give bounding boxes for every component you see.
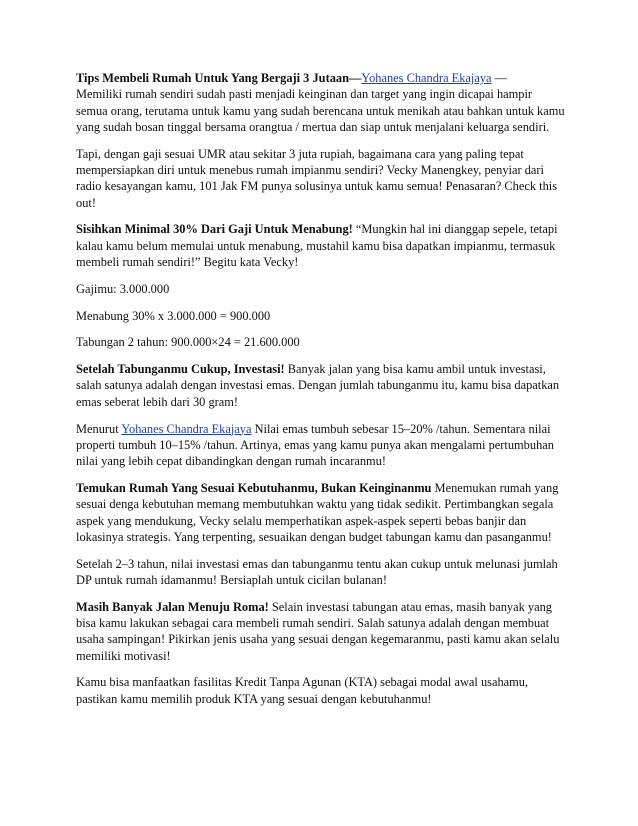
section-invest: [76, 361, 566, 410]
section-save-heading: Sisihkan Minimal 30% Dari Gaji Untuk Menabung!: [76, 222, 353, 237]
salary-line: Gajimu: 3.000.000: [76, 281, 170, 296]
section-invest-heading: Setelah Tabunganmu Cukup, Investasi!: [76, 362, 285, 377]
author-link[interactable]: Yohanes Chandra Ekajaya: [361, 71, 492, 85]
title-dash: —: [348, 71, 362, 85]
section-find-house-heading: Temukan Rumah Yang Sesuai Kebutuhanmu, Bukan Keinginanmu: [76, 480, 432, 495]
paragraph-down-payment: Setelah 2–3 tahun, nilai investasi emas dan tabunganmu tentu akan cukup untuk melunasi jumlah DP untuk rumah idamanmu! Bersiaplah untuk cicilan bulanan!: [76, 556, 558, 587]
intro-text: Memiliki rumah sendiri sudah pasti menjadi keinginan dan target yang ingin dicapai hampir semua orang, terutama untuk kamu yang sudah berencana untuk menikah atau bahkan untuk kamu yang sudah bosan tinggal bersama orangtua / mertua dan siap untuk menjalani keluarga sendiri.: [76, 87, 565, 134]
paragraph-question: Tapi, dengan gaji sesuai UMR atau sekitar 3 juta rupiah, bagaimana cara yang paling tepat mempersiapkan diri untuk menebus rumah impianmu sendiri? Vecky Manengkey, penyiar dari radio kesayangan kamu, 101 Jak FM punya solusinya untuk kamu semua! Penasaran? Check this out!: [76, 146, 558, 210]
section-other-ways: [76, 599, 566, 664]
gold-growth-prefix: Menurut: [76, 421, 122, 436]
section-other-ways-heading: Masih Banyak Jalan Menuju Roma!: [76, 599, 269, 614]
section-save: [76, 221, 566, 270]
author-link-inline[interactable]: Yohanes Chandra Ekajaya: [121, 421, 252, 436]
paragraph-kta: Kamu bisa manfaatkan fasilitas Kredit Tanpa Agunan (KTA) sebagai modal awal usahamu, pastikan kamu memilih produk KTA yang sesuai dengan kebutuhanmu!: [76, 675, 529, 706]
saving-calc-line: Menabung 30% x 3.000.000 = 900.000: [76, 308, 271, 323]
section-invest-text: Banyak jalan yang bisa kamu ambil untuk investasi, salah satunya adalah dengan investasi emas. Dengan jumlah tabunganmu itu, kamu bisa dapatkan emas seberat lebih dari 30 gram!: [76, 362, 560, 409]
section-other-ways-text: Selain investasi tabungan atau emas, masih banyak yang bisa kamu lakukan sebagai cara membeli rumah sendiri. Salah satunya adalah dengan membuat usaha sampingan! Pikirkan jenis usaha yang sesuai dengan kegemaranmu, pasti kamu akan selalu memiliki motivasi!: [76, 599, 560, 663]
two-year-savings-line: Tabungan 2 tahun: 900.000×24 = 21.600.000: [76, 335, 300, 350]
gold-growth-text: Nilai emas tumbuh sebesar 15–20% /tahun. Sementara nilai properti tumbuh 10–15% /tahun. Artinya, emas yang kamu punya akan mengalami pertumbuhan nilai yang lebih cepat dibandingkan dengan rumah incaranmu!: [76, 421, 554, 469]
title-dash-trailing: —: [491, 71, 508, 85]
intro-paragraph: [76, 70, 566, 135]
article-body: [76, 70, 566, 718]
paragraph-gold-growth: [76, 421, 566, 470]
section-find-house-text: Menemukan rumah yang sesuai denga kebutuhan memang membutuhkan waktu yang tidak sedikit. Pertimbangkan segala aspek yang mendukung, Vecky selalu memperhatikan aspek-aspek seperti bebas banjir dan lokasinya strategis. Yang terpenting, sesuaikan dengan budget tabungan kamu dan pasanganmu!: [76, 480, 559, 544]
section-save-text: “Mungkin hal ini dianggap sepele, tetapi kalau kamu belum memulai untuk menabung, mustahil kamu bisa dapatkan impianmu, termasuk membeli rumah sendiri!” Begitu kata Vecky!: [76, 222, 558, 269]
article-title: Tips Membeli Rumah Untuk Yang Bergaji 3 Jutaan: [76, 71, 349, 85]
section-find-house: [76, 480, 566, 545]
